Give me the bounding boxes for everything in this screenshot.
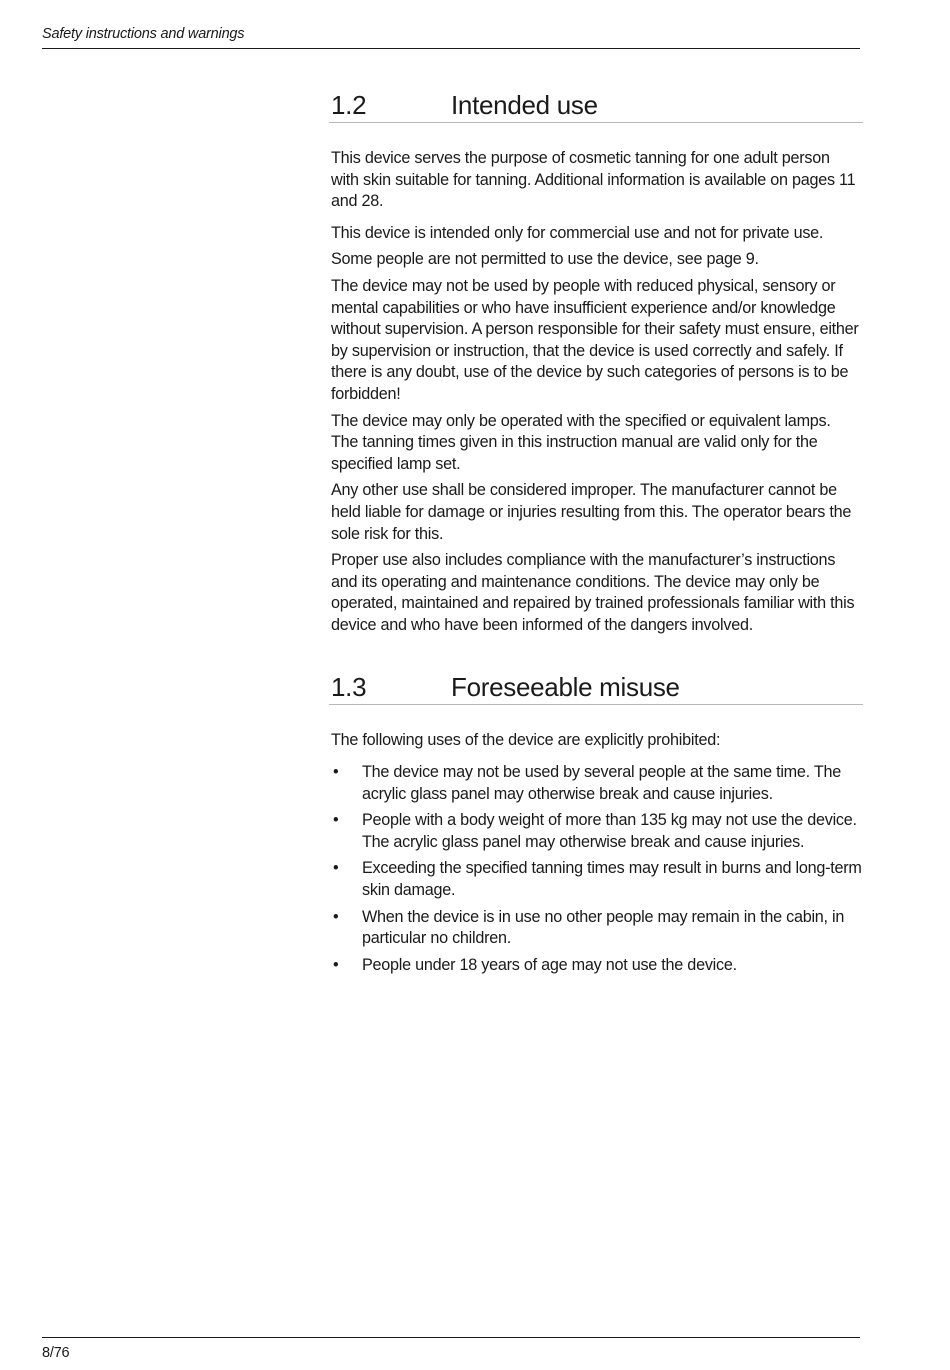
section-title: Foreseeable misuse [451,672,680,703]
list-item [331,858,862,901]
section-title: Intended use [451,90,598,120]
paragraph: The device may only be operated with the specified or equivalent lamps. The tanning times given in this instruction manual are valid only for the specified lamp set. [331,411,831,473]
list-item-text: When the device is in use no other people may remain in the cabin, in particular no children. [362,907,845,948]
paragraph: Some people are not permitted to use the device, see page 9. [331,250,759,269]
intro-paragraph: The following uses of the device are explicitly prohibited: [331,731,721,750]
section-number: 1.2 [331,90,367,120]
section-number: 1.3 [331,672,367,703]
paragraph: Proper use also includes compliance with the manufacturer’s instructions and its operating and maintenance conditions. The device may only be operated, maintained and repaired by trained professionals familiar with this device and who have been informed of the dangers involved. [331,551,855,634]
list-item-text: Exceeding the specified tanning times may result in burns and long-term skin damage. [362,859,862,900]
list-item-text: People with a body weight of more than 135 kg may not use the device. The acrylic glass panel may otherwise break and cause injuries. [362,811,857,851]
bullet-icon: • [333,955,339,974]
page-content [331,90,863,981]
list-item-text: The device may not be used by several people at the same time. The acrylic glass panel may otherwise break and cause injuries. [362,763,841,803]
bullet-icon: • [333,763,339,782]
list-item [331,907,862,950]
section-heading-intended-use [329,90,863,123]
paragraph: This device is intended only for commercial use and not for private use. [331,223,824,242]
bullet-icon: • [333,907,339,926]
header-rule [42,48,860,49]
bullet-icon: • [333,811,339,830]
section-body-foreseeable-misuse [331,730,863,976]
bullet-icon: • [333,859,339,878]
page-number: 8/76 [42,1345,70,1361]
list-item-text: People under 18 years of age may not use the device. [362,955,737,974]
running-header-title: Safety instructions and warnings [42,26,245,42]
list-item [331,810,862,853]
section-heading-foreseeable-misuse [329,672,863,705]
section-body-intended-use [331,148,863,636]
footer-rule [42,1337,860,1338]
prohibited-uses-list [331,762,863,976]
list-item [331,955,862,977]
list-item [331,762,862,805]
paragraph: The device may not be used by people with reduced physical, sensory or mental capabilities or who have insufficient experience and/or knowledge without supervision. A person responsible for their safety must ensure, either by supervision or instruction, that the device is used correctly and safely. If there is any doubt, use of the device by such categories of persons is to be forbidden! [331,276,859,403]
paragraph: This device serves the purpose of cosmetic tanning for one adult person with skin suitable for tanning. Additional information is available on pages 11 and 28. [331,149,856,211]
paragraph: Any other use shall be considered improper. The manufacturer cannot be held liable for damage or injuries resulting from this. The operator bears the sole risk for this. [331,481,852,543]
